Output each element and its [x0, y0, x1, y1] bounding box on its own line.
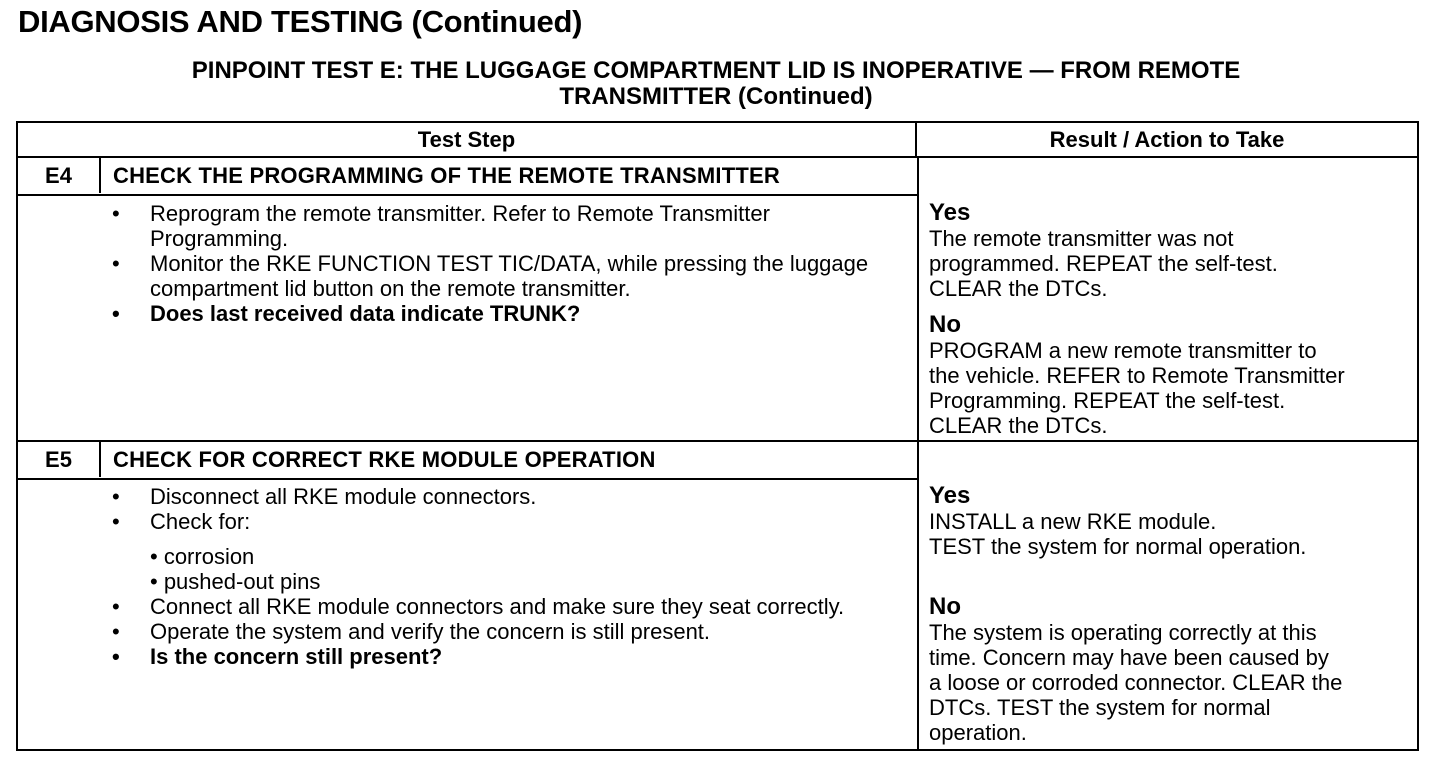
- step-text: Connect all RKE module connectors and make sure they seat correctly.: [150, 594, 845, 619]
- result-e4: [929, 199, 1417, 438]
- step-question: Is the concern still present?: [150, 644, 443, 669]
- result-line: a loose or corroded connector. CLEAR the: [929, 670, 1343, 695]
- pinpoint-test-table: [16, 121, 1419, 751]
- sub-list: [112, 544, 882, 594]
- result-line: time. Concern may have been caused by: [929, 645, 1329, 670]
- result-line: The system is operating correctly at this: [929, 620, 1317, 645]
- step-body-e5: [112, 484, 882, 669]
- bullet: •: [112, 301, 120, 326]
- step-title-divider-e4: [18, 194, 917, 196]
- heading-line-2: TRANSMITTER (Continued): [559, 83, 873, 110]
- result-line: PROGRAM a new remote transmitter to: [929, 338, 1317, 363]
- bullet: •: [112, 201, 120, 226]
- yes-label: Yes: [929, 199, 971, 226]
- step-title-e5: CHECK FOR CORRECT RKE MODULE OPERATION: [113, 447, 656, 472]
- result-line: The remote transmitter was not: [929, 226, 1234, 251]
- result-line: operation.: [929, 720, 1027, 745]
- result-column-header: Result / Action to Take: [917, 123, 1417, 158]
- step-id-e5: E5: [18, 442, 101, 477]
- test-step-column-header: Test Step: [18, 123, 917, 158]
- sub-list-item: • corrosion: [150, 544, 255, 569]
- step-text: Check for:: [150, 509, 251, 534]
- bullet: •: [112, 509, 120, 534]
- page-title: DIAGNOSIS AND TESTING (Continued): [18, 4, 583, 39]
- yes-action: [929, 509, 1417, 559]
- no-label: No: [929, 311, 961, 338]
- result-line: Programming. REPEAT the self-test.: [929, 388, 1286, 413]
- result-line: CLEAR the DTCs.: [929, 413, 1108, 438]
- list-item: [112, 251, 882, 301]
- step-title-divider-e5: [18, 478, 917, 480]
- step-text: Operate the system and verify the concern is still present.: [150, 619, 711, 644]
- list-item: [112, 301, 882, 326]
- yes-action: [929, 226, 1417, 301]
- step-text: Reprogram the remote transmitter. Refer to Remote Transmitter Programming.: [150, 201, 770, 251]
- pinpoint-test-heading: [0, 58, 1432, 110]
- list-item: [112, 484, 882, 509]
- column-divider: [917, 158, 919, 749]
- result-line: CLEAR the DTCs.: [929, 276, 1108, 301]
- list-item: [112, 594, 882, 619]
- step-title-e4: CHECK THE PROGRAMMING OF THE REMOTE TRANSMITTER: [113, 163, 780, 188]
- list-item: [112, 201, 882, 251]
- step-text: Monitor the RKE FUNCTION TEST TIC/DATA, while pressing the luggage compartment lid button on the remote transmitter.: [150, 251, 869, 301]
- no-action: [929, 338, 1417, 438]
- result-line: INSTALL a new RKE module.: [929, 509, 1217, 534]
- bullet: •: [112, 619, 120, 644]
- heading-line-1: PINPOINT TEST E: THE LUGGAGE COMPARTMENT LID IS INOPERATIVE — FROM REMOTE: [191, 57, 1241, 84]
- bullet: •: [112, 594, 120, 619]
- yes-label: Yes: [929, 482, 971, 509]
- bullet: •: [112, 484, 120, 509]
- step-question: Does last received data indicate TRUNK?: [150, 301, 581, 326]
- list-item: [112, 644, 882, 669]
- bullet: •: [112, 251, 120, 276]
- result-e5: [929, 482, 1417, 745]
- result-line: DTCs. TEST the system for normal: [929, 695, 1271, 720]
- result-line: programmed. REPEAT the self-test.: [929, 251, 1278, 276]
- step-id-e4: E4: [18, 158, 101, 193]
- sub-list-item: • pushed-out pins: [150, 569, 321, 594]
- list-item: [112, 509, 882, 534]
- list-item: [112, 619, 882, 644]
- no-label: No: [929, 593, 961, 620]
- result-line: TEST the system for normal operation.: [929, 534, 1307, 559]
- step-text: Disconnect all RKE module connectors.: [150, 484, 537, 509]
- bullet: •: [112, 644, 120, 669]
- no-action: [929, 620, 1417, 745]
- result-line: the vehicle. REFER to Remote Transmitter: [929, 363, 1345, 388]
- step-body-e4: [112, 201, 882, 326]
